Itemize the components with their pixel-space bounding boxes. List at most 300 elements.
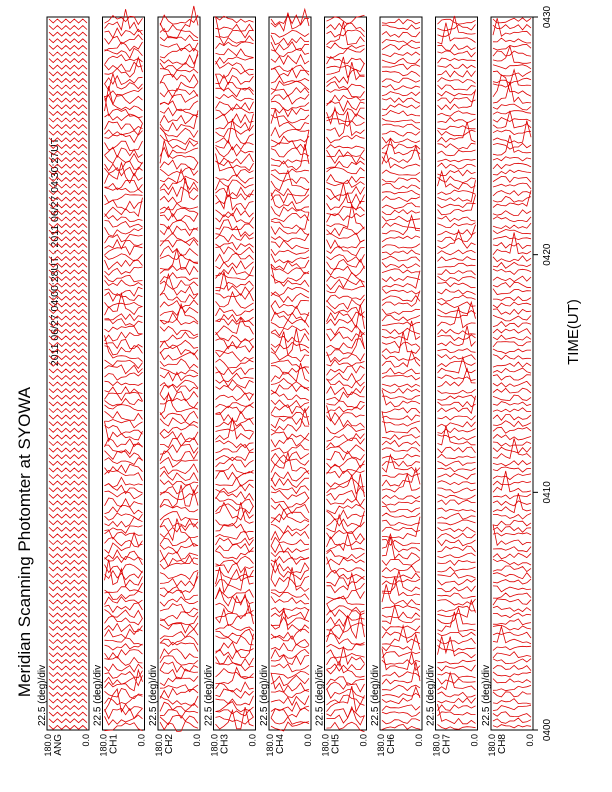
trace (327, 405, 365, 413)
trace (493, 685, 531, 690)
x-tick-label: 0430 (542, 5, 553, 29)
trace (160, 550, 198, 559)
trace (160, 471, 198, 481)
trace (382, 376, 420, 380)
trace (438, 513, 476, 519)
trace (216, 61, 254, 71)
trace (438, 349, 476, 353)
trace (382, 322, 420, 326)
scale-label: 22.5 (deg)/div (148, 664, 159, 726)
trace (160, 696, 198, 705)
trace (49, 640, 87, 644)
trace (438, 540, 476, 546)
trace (438, 170, 476, 176)
panel-traces (160, 6, 198, 732)
trace (438, 159, 476, 162)
trace (49, 725, 87, 729)
trace (105, 335, 143, 361)
trace (271, 608, 309, 631)
trace (105, 629, 143, 638)
trace (160, 590, 198, 599)
trace (327, 709, 365, 718)
trace (382, 724, 420, 729)
trace (160, 688, 198, 698)
trace (49, 494, 87, 498)
trace (105, 254, 143, 261)
trace (105, 372, 143, 380)
trace (49, 415, 87, 419)
trace (160, 332, 198, 342)
trace (49, 534, 87, 538)
trace (327, 596, 365, 605)
panel-traces (438, 16, 476, 729)
trace (160, 110, 198, 131)
trace (160, 368, 198, 375)
trace (216, 696, 254, 705)
trace (49, 481, 87, 485)
trace (105, 246, 143, 255)
trace (327, 279, 365, 289)
x-axis-label: TIME(UT) (565, 299, 582, 365)
trace (382, 506, 420, 512)
trace (438, 98, 476, 104)
trace (216, 636, 254, 645)
y-tick-label: 180.0 (431, 734, 442, 757)
trace (493, 289, 531, 295)
trace (327, 254, 365, 262)
trace (49, 111, 87, 115)
y-tick-label: 0.0 (525, 734, 535, 747)
trace (438, 58, 476, 63)
y-tick-label: 180.0 (320, 734, 331, 757)
trace (493, 368, 531, 373)
trace (271, 35, 309, 45)
y-tick-label: 0.0 (469, 734, 480, 747)
trace (382, 612, 420, 618)
trace (49, 527, 87, 531)
trace (438, 665, 476, 671)
panel-name: ANG (53, 734, 64, 756)
trace (160, 380, 198, 388)
trace (49, 547, 87, 551)
trace (493, 18, 531, 23)
trace (271, 272, 309, 282)
trace (382, 244, 420, 248)
panel-traces (493, 18, 531, 728)
trace (160, 273, 198, 283)
trace (327, 168, 365, 174)
trace (327, 519, 365, 527)
trace (105, 444, 143, 454)
trace (493, 217, 531, 222)
trace (382, 315, 420, 321)
trace (493, 421, 531, 427)
trace (160, 604, 198, 613)
trace (271, 326, 309, 336)
trace (49, 686, 87, 690)
trace (438, 276, 476, 281)
trace (438, 573, 476, 579)
trace (160, 576, 198, 586)
trace (216, 478, 254, 487)
trace (49, 580, 87, 584)
trace (438, 111, 476, 116)
trace (49, 45, 87, 49)
trace (493, 679, 531, 683)
trace (382, 513, 420, 518)
trace (271, 15, 309, 25)
trace (493, 362, 531, 367)
trace (493, 309, 531, 315)
trace (160, 319, 198, 325)
trace (160, 642, 198, 651)
trace (160, 307, 198, 316)
trace (49, 475, 87, 479)
trace (49, 428, 87, 432)
trace (105, 671, 143, 679)
trace (493, 183, 531, 189)
trace (271, 504, 309, 513)
trace (216, 702, 254, 712)
trace (438, 678, 476, 684)
trace (327, 686, 365, 712)
trace (105, 638, 143, 645)
trace (49, 541, 87, 545)
trace (49, 646, 87, 650)
trace (216, 319, 254, 326)
trace (271, 617, 309, 626)
trace (271, 438, 309, 447)
trace (271, 268, 309, 274)
trace (327, 445, 365, 454)
trace (105, 35, 143, 44)
trace (216, 669, 254, 678)
trace (271, 596, 309, 604)
trace (493, 395, 531, 400)
trace (327, 233, 365, 242)
trace (493, 712, 531, 717)
y-tick-label: 180.0 (43, 734, 53, 757)
trace (105, 650, 143, 660)
trace (49, 409, 87, 413)
trace (160, 226, 198, 235)
trace (49, 626, 87, 630)
trace (271, 544, 309, 553)
trace (105, 513, 143, 520)
trace (438, 195, 476, 215)
trace (327, 499, 365, 506)
panel-name: CH5 (330, 734, 342, 755)
trace (438, 223, 476, 228)
trace (438, 468, 476, 472)
trace (105, 198, 143, 217)
trace (438, 90, 476, 110)
trace (438, 126, 476, 130)
trace (493, 176, 531, 182)
trace (271, 392, 309, 401)
trace (216, 367, 254, 375)
trace (271, 48, 309, 56)
trace (216, 556, 254, 566)
trace (327, 510, 365, 519)
trace (382, 236, 420, 242)
trace (493, 355, 531, 360)
trace (438, 508, 476, 512)
trace (271, 55, 309, 65)
trace (271, 592, 309, 599)
trace (327, 664, 365, 671)
trace (493, 157, 531, 161)
trace (105, 533, 143, 553)
trace (438, 23, 476, 44)
trace (382, 685, 420, 690)
panel-name: CH2 (164, 734, 175, 755)
trace (493, 381, 531, 387)
trace (216, 75, 254, 84)
trace (105, 141, 143, 151)
trace (216, 226, 254, 236)
trace (382, 19, 420, 24)
trace (438, 586, 476, 592)
trace (105, 644, 143, 650)
trace (49, 567, 87, 571)
trace (105, 471, 143, 481)
trace (216, 359, 254, 368)
trace (160, 649, 198, 659)
trace (493, 646, 531, 650)
trace (216, 261, 254, 269)
trace (493, 427, 531, 433)
trace (327, 558, 365, 565)
y-tick-label: 180.0 (376, 734, 386, 757)
trace (105, 590, 143, 599)
trace (49, 26, 87, 30)
trace (438, 672, 476, 677)
trace (105, 302, 143, 307)
time-axis (533, 5, 553, 741)
trace (49, 719, 87, 723)
trace (382, 250, 420, 255)
trace (438, 546, 476, 552)
panel-ch8 (481, 17, 535, 757)
scale-label: 22.5 (deg)/div (37, 664, 48, 726)
trace (105, 227, 143, 236)
panel-traces (216, 16, 254, 729)
trace (382, 332, 420, 354)
trace (216, 194, 254, 204)
trace (438, 426, 476, 445)
trace (49, 587, 87, 591)
trace (382, 216, 420, 221)
trace (160, 685, 198, 692)
trace (160, 69, 198, 77)
trace (382, 178, 420, 182)
trace (438, 143, 476, 149)
trace (382, 215, 420, 234)
panels (37, 6, 535, 757)
panel-ch1 (93, 9, 147, 756)
panel-ch4 (259, 9, 313, 756)
trace (160, 676, 198, 685)
trace (327, 89, 365, 97)
trace (105, 181, 143, 190)
trace (493, 262, 531, 268)
trace (271, 342, 309, 348)
trace (438, 712, 476, 716)
trace (438, 71, 476, 77)
trace (216, 208, 254, 217)
trace (382, 58, 420, 63)
trace (382, 719, 420, 724)
trace (105, 188, 143, 193)
trace (438, 289, 476, 294)
trace (105, 421, 143, 441)
trace (271, 287, 309, 295)
trace (438, 474, 476, 480)
panel-name: CH3 (219, 734, 231, 755)
trace (493, 665, 531, 670)
trace (49, 32, 87, 36)
trace (271, 363, 309, 382)
trace (438, 705, 476, 711)
trace (49, 653, 87, 657)
trace (105, 94, 143, 104)
trace (105, 610, 143, 619)
trace (216, 402, 254, 408)
trace (49, 402, 87, 406)
trace (105, 326, 143, 334)
trace (105, 464, 143, 473)
trace (382, 137, 420, 143)
trace (493, 315, 531, 321)
trace (382, 388, 420, 393)
trace (216, 247, 254, 255)
panel-ch6 (370, 17, 424, 757)
trace (105, 616, 143, 625)
trace (271, 671, 309, 678)
trace (438, 282, 476, 287)
trace (105, 74, 143, 91)
y-tick-label: 0.0 (247, 734, 258, 747)
trace (493, 461, 531, 466)
trace (49, 508, 87, 512)
trace (105, 556, 143, 565)
trace (438, 488, 476, 493)
trace (160, 432, 198, 441)
trace (216, 267, 254, 276)
trace (493, 230, 531, 234)
scale-label: 22.5 (deg)/div (481, 664, 492, 726)
trace (438, 553, 476, 558)
trace (382, 119, 420, 123)
panel-ch7 (426, 16, 480, 757)
trace (382, 440, 420, 446)
trace (105, 392, 143, 401)
trace (493, 18, 531, 36)
trace (327, 43, 365, 49)
scale-label: 22.5 (deg)/div (259, 664, 270, 726)
trace (493, 135, 531, 155)
trace (382, 559, 420, 565)
trace (493, 276, 531, 282)
panel-ch5 (315, 15, 369, 756)
trace (493, 170, 531, 175)
trace (160, 115, 198, 124)
trace (438, 355, 476, 360)
trace (216, 140, 254, 149)
trace (327, 330, 365, 356)
trace (160, 187, 198, 196)
trace (438, 389, 476, 394)
trace (327, 424, 365, 434)
trace (271, 445, 309, 453)
trace (49, 98, 87, 102)
trace (438, 118, 476, 123)
trace (493, 163, 531, 169)
trace (271, 241, 309, 249)
trace (271, 170, 309, 190)
trace (160, 485, 198, 508)
panel-traces (49, 19, 87, 729)
trace (327, 135, 365, 143)
trace (493, 619, 531, 625)
trace (382, 25, 420, 30)
y-tick-label: 180.0 (98, 734, 109, 757)
trace (105, 340, 143, 349)
trace (382, 495, 420, 499)
trace (271, 88, 309, 96)
trace (49, 422, 87, 426)
trace (160, 359, 198, 369)
trace (216, 154, 254, 177)
trace (382, 190, 420, 195)
trace (271, 664, 309, 672)
trace (216, 386, 254, 396)
trace (216, 380, 254, 388)
x-tick-label: 0400 (542, 718, 553, 742)
trace (160, 570, 198, 579)
trace (216, 308, 254, 316)
y-tick-label: 180.0 (487, 734, 497, 757)
trace (493, 718, 531, 723)
trace (160, 246, 198, 256)
trace (493, 599, 531, 605)
panel-name: CH4 (275, 734, 286, 755)
trace (49, 369, 87, 373)
trace (327, 413, 365, 421)
trace (327, 23, 365, 32)
trace (382, 693, 420, 697)
trace (438, 230, 476, 236)
trace (493, 586, 531, 592)
trace (382, 415, 420, 420)
trace (49, 600, 87, 604)
trace (105, 121, 143, 130)
trace (271, 537, 309, 546)
trace (493, 439, 531, 459)
trace (271, 498, 309, 508)
trace (438, 461, 476, 466)
trace (438, 122, 476, 142)
trace (438, 416, 476, 420)
y-tick-label: 0.0 (303, 734, 313, 747)
trace (160, 702, 198, 711)
trace (493, 322, 531, 328)
trace (438, 257, 476, 262)
time-range: 2011 06/27 04:00:28UT - 2011 06/27 04:30:27UT (49, 137, 61, 367)
trace (49, 613, 87, 617)
trace (327, 339, 365, 349)
